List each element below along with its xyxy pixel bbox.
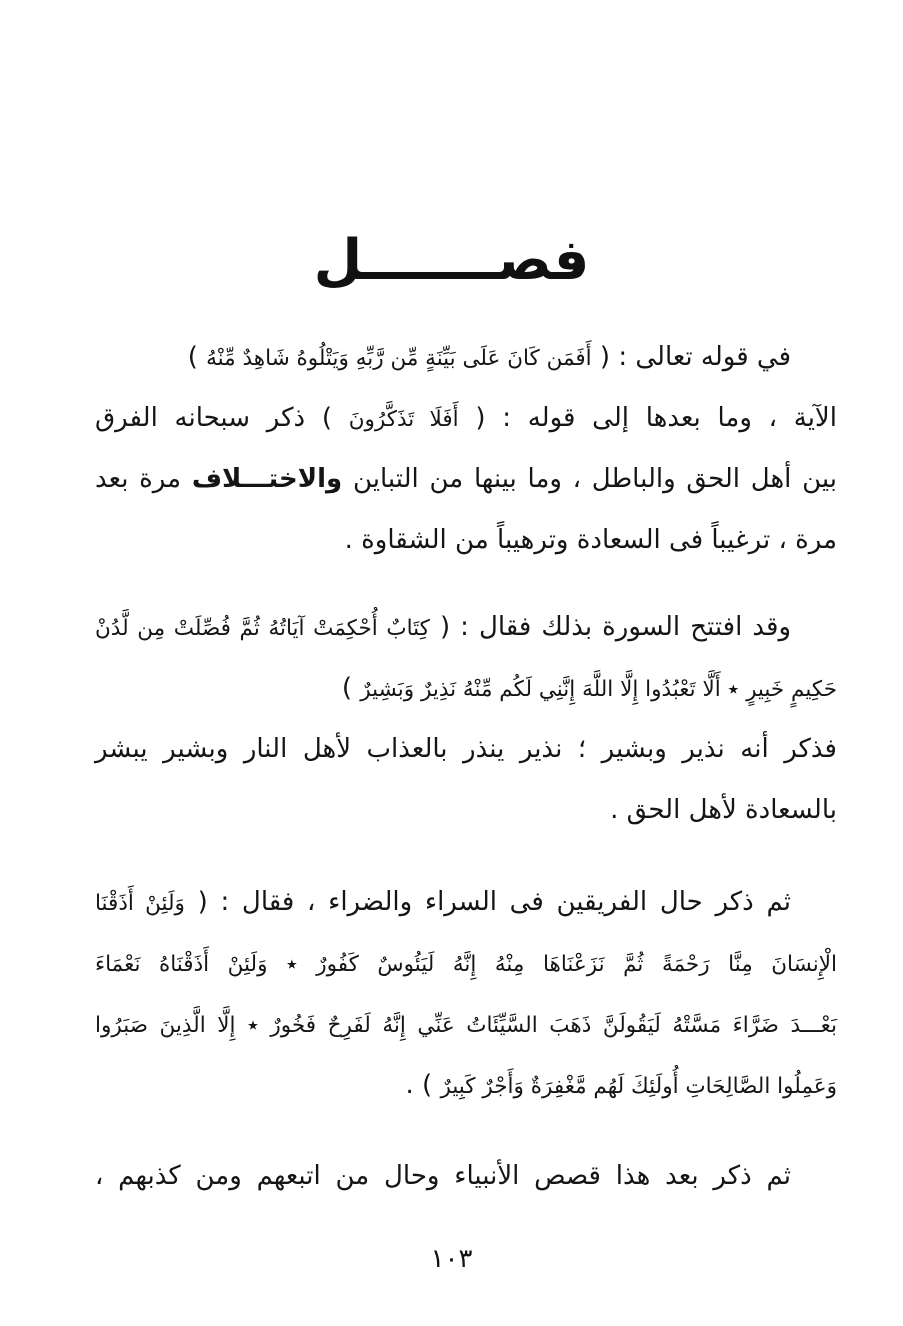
quran-text: وَلَئِنْ أَذَقْنَا [95,891,185,916]
body-text: بين أهل الحق والباطل ، وما بينها من التباين [342,464,837,494]
quran-text: الْإِنسَانَ مِنَّا رَحْمَةً ثُمَّ نَزَعْنَاهَا مِنْهُ إِنَّهُ لَيَئُوسٌ كَفُورٌ ٭ وَلَئِنْ أَذَقْنَاهُ نَعْمَاءَ [95,952,837,977]
body-text: ثم ذكر بعد هذا قصص الأنبياء وحال من اتبعهم ومن كذبهم ، [95,1161,791,1191]
paragraph [95,1146,837,1207]
quran-text: أَفَلَا تَذَكَّرُونَ [348,407,459,432]
body-text: ) ذكر سبحانه الفرق [95,403,349,433]
body-text: ثم ذكر حال الفريقين فى السراء والضراء ، فقال : ( [184,887,791,917]
body-text: مرة بعد [95,464,192,494]
quran-text: بَعْـــدَ ضَرَّاءَ مَسَّتْهُ لَيَقُولَنَّ ذَهَبَ السَّيِّئَاتُ عَنِّي إِنَّهُ لَفَرِحٌ فَخُورٌ ٭ إِلَّا الَّذِينَ صَبَرُوا [95,1013,837,1038]
body-text: والاختـــلاف [191,464,343,494]
quran-text: حَكِيمٍ خَبِيرٍ ٭ أَلَّا تَعْبُدُوا إِلَّا اللَّهَ إِنَّنِي لَكُم مِّنْهُ نَذِيرٌ وَبَشِيرٌ [360,677,837,702]
text-line [95,510,837,571]
text-line [95,872,837,933]
text-line [95,994,837,1055]
text-line [95,327,837,388]
body-text: مرة ، ترغيباً فى السعادة وترهيباً من الشقاوة . [344,525,837,555]
text-line [95,597,837,658]
text-line [95,933,837,994]
body-text: وقد افتتح السورة بذلك فقال : ( [429,612,792,642]
body-text: ) [187,342,207,372]
paragraph [95,327,837,571]
text-line [95,658,837,719]
section-heading: فصـــــــل [313,228,590,293]
body-text: بالسعادة لأهل الحق . [610,795,837,825]
quran-text: وَعَمِلُوا الصَّالِحَاتِ أُولَئِكَ لَهُم مَّغْفِرَةٌ وَأَجْرٌ كَبِيرٌ [440,1074,837,1099]
body-text: ) . [405,1070,441,1100]
quran-text: أَفَمَن كَانَ عَلَى بَيِّنَةٍ مِّن رَّبِّهِ وَيَتْلُوهُ شَاهِدٌ مِّنْهُ [206,346,592,371]
body-text: الآية ، وما بعدها إلى قوله : ( [458,403,837,433]
body-text: فذكر أنه نذير وبشير ؛ نذير ينذر بالعذاب لأهل النار وبشير يبشر [95,734,837,764]
page-number: ١٠٣ [430,1244,473,1274]
text-line [95,449,837,510]
text-line [95,1055,837,1116]
body-text: في قوله تعالى : ( [591,342,791,372]
text-line [95,388,837,449]
body-text: ) [341,673,361,703]
paragraph [95,872,837,1116]
quran-text: كِتَابٌ أُحْكِمَتْ آيَاتُهُ ثُمَّ فُصِّلَتْ مِن لَّدُنْ [95,616,430,641]
paragraph [95,597,837,841]
text-line [95,780,837,841]
text-line [95,1146,837,1207]
text-block [95,0,837,1326]
text-line [95,719,837,780]
